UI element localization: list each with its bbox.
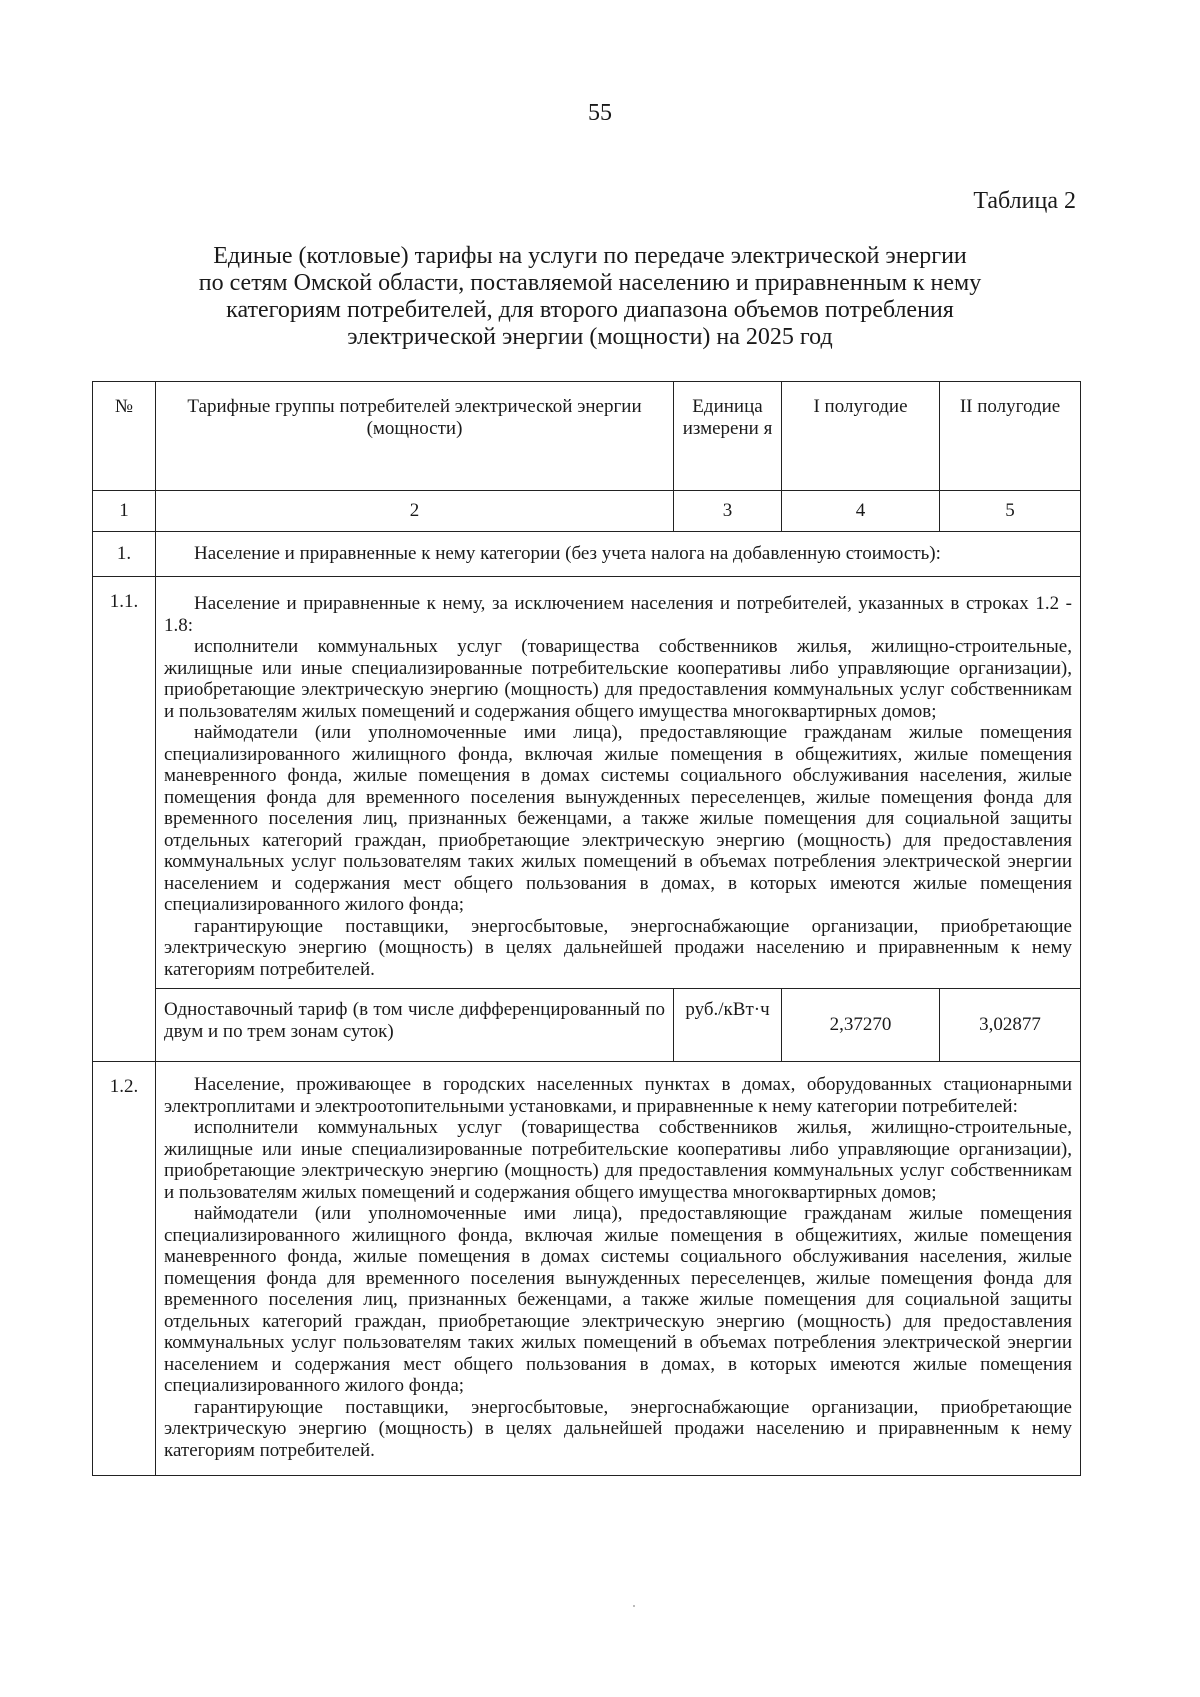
column-number: 4 — [782, 491, 940, 532]
section-1-1-row — [93, 577, 1081, 989]
table-header-row — [93, 382, 1081, 491]
paragraph: гарантирующие поставщики, энергосбытовые, энергоснабжающие организации, приобретающие электрическую энергию (мощность) в целях дальнейшей продажи населению и приравненным к нему категориям потребителей. — [164, 1396, 1072, 1461]
section-1-1-text — [156, 577, 1081, 989]
paragraph: наймодатели (или уполномоченные ими лица), предоставляющие гражданам жилые помещения специализированного жилищного фонда, включая жилые помещения в общежитиях, жилые помещения маневренного фонда, жилые помещения в домах системы социального обслуживания населения, жилые помещения фонда для временного поселения вынужденных переселенцев, жилые помещения фонда для временного поселения лиц, признанных беженцами, а также жилые помещения для социальной защиты отдельных категорий граждан, приобретающие электрическую энергию (мощность) для предоставления коммунальных услуг пользователям таких жилых помещений в объемах потребления электрической энергии населением и содержания мест общего пользования в домах, в которых имеются жилые помещения специализированного жилого фонда; — [164, 1203, 1072, 1396]
header-unit: Единица измерени я — [674, 382, 782, 491]
page-number: 55 — [588, 100, 612, 126]
tariff-table — [92, 381, 1081, 1476]
paragraph: исполнители коммунальных услуг (товарищества собственников жилья, жилищно-строительные, жилищные или иные специализированные потребительские кооперативы либо управляющие организации), приобретающие электрическую энергию (мощность) для предоставления коммунальных услуг собственникам и пользователям жилых помещений и содержания общего имущества многоквартирных домов; — [164, 1117, 1072, 1203]
title-line: категориям потребителей, для второго диапазона объемов потребления — [226, 297, 954, 323]
tariff-unit: руб./кВт·ч — [674, 989, 782, 1062]
section-1-2-row — [93, 1062, 1081, 1476]
title-line: по сетям Омской области, поставляемой населению и приравненным к нему — [198, 270, 982, 296]
header-first-half: I полугодие — [782, 382, 940, 491]
section-1-2-text — [156, 1062, 1081, 1476]
header-no: № — [93, 382, 156, 491]
column-number: 2 — [156, 491, 674, 532]
paragraph: наймодатели (или уполномоченные ими лица), предоставляющие гражданам жилые помещения специализированного жилищного фонда, включая жилые помещения в общежитиях, жилые помещения маневренного фонда, жилые помещения в домах системы социального обслуживания населения, жилые помещения фонда для временного поселения вынужденных переселенцев, жилые помещения фонда для временного поселения лиц, признанных беженцами, а также жилые помещения для социальной защиты отдельных категорий граждан, приобретающие электрическую энергию (мощность) для предоставления коммунальных услуг пользователям таких жилых помещений в объемах потребления электрической энергии населением и содержания мест общего пользования в домах, в которых имеются жилые помещения специализированного жилого фонда; — [164, 722, 1072, 915]
section-1-text: Население и приравненные к нему категории (без учета налога на добавленную стоимость): — [156, 532, 1081, 577]
column-number: 1 — [93, 491, 156, 532]
tariff-row — [93, 989, 1081, 1062]
paragraph: Население и приравненные к нему, за исключением населения и потребителей, указанных в строках 1.2 - 1.8: — [164, 593, 1072, 636]
document-title — [160, 243, 1020, 351]
tariff-first-half-value: 2,37270 — [782, 989, 940, 1062]
title-line: электрической энергии (мощности) на 2025 год — [347, 324, 833, 350]
tariff-name: Одноставочный тариф (в том числе дифференцированный по двум и по трем зонам суток) — [156, 989, 674, 1062]
header-groups: Тарифные группы потребителей электрической энергии (мощности) — [156, 382, 674, 491]
row-number: 1.1. — [93, 577, 156, 1062]
paragraph: исполнители коммунальных услуг (товарищества собственников жилья, жилищно-строительные, жилищные или иные специализированные потребительские кооперативы либо управляющие организации), приобретающие электрическую энергию (мощность) для предоставления коммунальных услуг собственникам и пользователям жилых помещений и содержания общего имущества многоквартирных домов; — [164, 636, 1072, 722]
table-label: Таблица 2 — [973, 188, 1076, 214]
scan-artifact — [633, 1605, 635, 1607]
column-number: 3 — [674, 491, 782, 532]
tariff-second-half-value: 3,02877 — [940, 989, 1081, 1062]
column-number-row — [93, 491, 1081, 532]
paragraph: Население, проживающее в городских населенных пунктах в домах, оборудованных стационарными электроплитами и электроотопительными установками, и приравненные к нему категории потребителей: — [164, 1074, 1072, 1117]
paragraph: гарантирующие поставщики, энергосбытовые, энергоснабжающие организации, приобретающие электрическую энергию (мощность) в целях дальнейшей продажи населению и приравненным к нему категориям потребителей. — [164, 915, 1072, 980]
row-number: 1. — [93, 532, 156, 577]
title-line: Единые (котловые) тарифы на услуги по передаче электрической энергии — [213, 243, 967, 269]
row-number: 1.2. — [93, 1062, 156, 1476]
column-number: 5 — [940, 491, 1081, 532]
header-second-half: II полугодие — [940, 382, 1081, 491]
section-1-row — [93, 532, 1081, 577]
